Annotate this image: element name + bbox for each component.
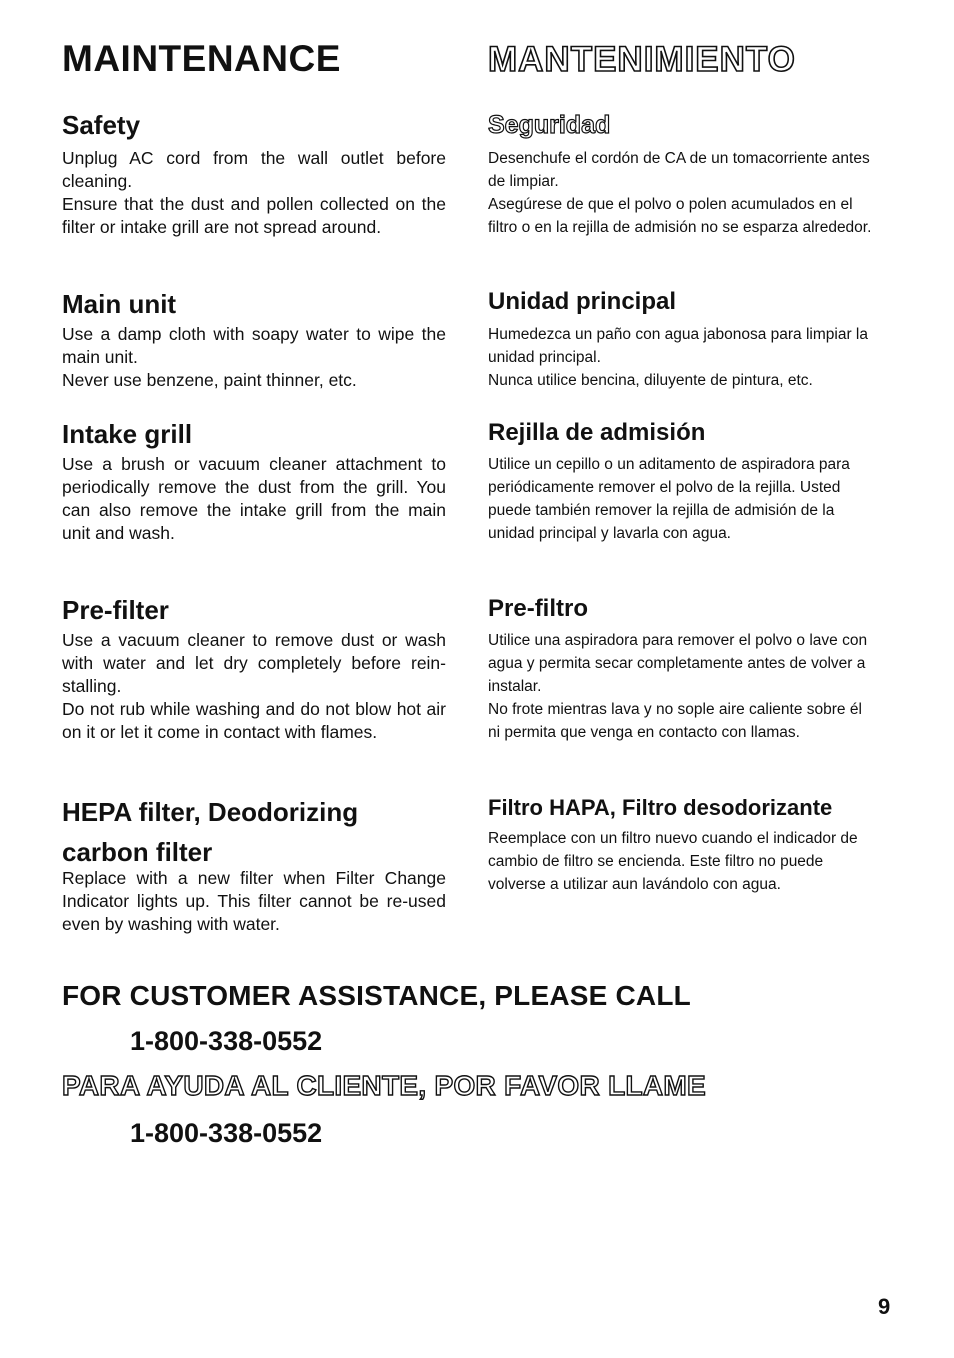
filtro-hapa-text: Reemplace con un filtro nuevo cuando el indicador de cambio de filtro se encienda. Este filtro no puede volverse a utilizar aun lavándolo con agua. [488,830,858,893]
main-unit-heading: Main unit [62,289,177,319]
customer-assistance-spanish: PARA AYUDA AL CLIENTE, POR FAVOR LLAME [62,1070,707,1101]
rejilla-heading: Rejilla de admisión [488,419,706,446]
customer-assistance-english: FOR CUSTOMER ASSISTANCE, PLEASE CALL [62,980,691,1011]
prefilter-text: Use a vacuum cleaner to remove dust or wash with water and let dry completely before rein-stalling. Do not rub while washing and do not blow hot air on it or let it come in contact with flames. [62,630,446,742]
phone-number-spanish: 1-800-338-0552 [130,1118,323,1148]
page-number: 9 [878,1294,891,1319]
intake-grill-heading: Intake grill [62,419,193,449]
prefilter-heading: Pre-filter [62,595,169,625]
hepa-heading: HEPA filter, Deodorizing carbon filter [62,797,359,867]
seguridad-text: Desenchufe el cordón de CA de un tomacorriente antes de limpiar. Asegúrese de que el polvo o polen acumulados en el filtro o en la rejilla de admisión no se esparza alrededor. [488,150,872,236]
safety-heading: Safety [62,110,141,140]
seguridad-heading: Seguridad [488,111,611,139]
filtro-hapa-heading: Filtro HAPA, Filtro desodorizante [488,795,833,820]
intake-grill-text: Use a brush or vacuum cleaner attachment to periodically remove the dust from the grill. You can also remove the intake grill from the main unit and wash. [62,454,446,543]
prefiltro-text: Utilice una aspiradora para remover el polvo o lave con agua y permita secar completamente antes de volver a instalar. No frote mientras lava y no sople aire caliente sobre él ni permita que venga en contacto con llamas. [488,632,868,741]
main-unit-text: Use a damp cloth with soapy water to wipe the main unit. Never use benzene, paint thinner, etc. [62,324,446,390]
rejilla-text: Utilice un cepillo o un aditamento de aspiradora para periódicamente remover el polvo de la rejilla. Usted puede también remover la rejilla de admisión de la unidad principal y lavarla con agua. [488,456,850,542]
unidad-principal-heading: Unidad principal [488,288,677,315]
hepa-text: Replace with a new filter when Filter Change Indicator lights up. This filter cannot be re-used even by washing with water. [62,868,446,934]
page-title-english: MAINTENANCE [62,38,341,79]
page-title-spanish: MANTENIMIENTO [488,40,796,79]
phone-number-english: 1-800-338-0552 [130,1026,323,1056]
safety-text: Unplug AC cord from the wall outlet before cleaning. Ensure that the dust and pollen collected on the filter or intake grill are not spread around. [62,148,446,237]
prefiltro-heading: Pre-filtro [488,595,589,622]
unidad-principal-text: Humedezca un paño con agua jabonosa para limpiar la unidad principal. Nunca utilice bencina, diluyente de pintura, etc. [488,326,868,389]
